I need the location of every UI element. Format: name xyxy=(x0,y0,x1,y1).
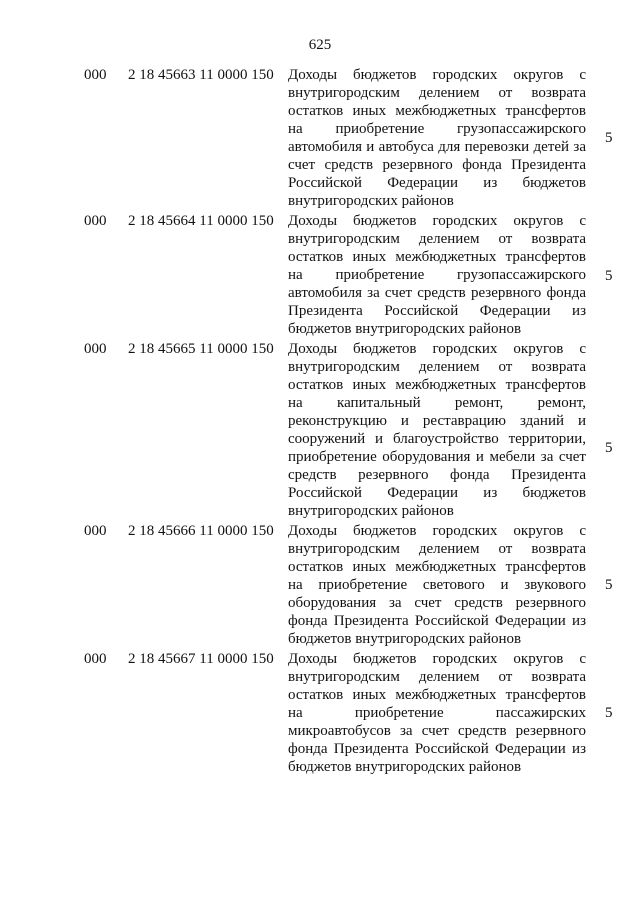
page-number: 625 xyxy=(308,37,332,53)
revenue-code-table xyxy=(0,66,640,778)
norm-value: 5 xyxy=(605,705,613,721)
admin-code: 000 xyxy=(84,523,107,539)
budget-classification-code: 2 18 45665 11 0000 150 xyxy=(128,341,274,357)
table-row xyxy=(0,212,640,338)
budget-classification-code: 2 18 45666 11 0000 150 xyxy=(128,523,274,539)
table-row xyxy=(0,650,640,776)
norm-value: 5 xyxy=(605,577,613,593)
table-row xyxy=(0,522,640,648)
admin-code: 000 xyxy=(84,341,107,357)
norm-value: 5 xyxy=(605,268,613,284)
budget-classification-code: 2 18 45664 11 0000 150 xyxy=(128,213,274,229)
norm-value: 5 xyxy=(605,440,613,456)
norm-value: 5 xyxy=(605,130,613,146)
revenue-description: Доходы бюджетов городских округов с внутригородским делением от возврата остатков иных межбюджетных трансфертов на приобретение светового и звукового оборудования за счет средств резервного фонда Президента Российской Федерации из бюджетов внутригородских районов xyxy=(288,523,586,647)
budget-classification-code: 2 18 45663 11 0000 150 xyxy=(128,67,274,83)
revenue-description: Доходы бюджетов городских округов с внутригородским делением от возврата остатков иных межбюджетных трансфертов на приобретение грузопассажирского автомобиля и автобуса для перевозки детей за счет средств резервного фонда Президента Российской Федерации из бюджетов внутригородских районов xyxy=(288,67,586,209)
revenue-description: Доходы бюджетов городских округов с внутригородским делением от возврата остатков иных межбюджетных трансфертов на приобретение грузопассажирского автомобиля за счет средств резервного фонда Президента Российской Федерации из бюджетов внутригородских районов xyxy=(288,213,586,337)
table-row xyxy=(0,340,640,520)
revenue-description: Доходы бюджетов городских округов с внутригородским делением от возврата остатков иных межбюджетных трансфертов на приобретение пассажирских микроавтобусов за счет средств резервного фонда Президента Российской Федерации из бюджетов внутригородских районов xyxy=(288,651,586,775)
revenue-description: Доходы бюджетов городских округов с внутригородским делением от возврата остатков иных межбюджетных трансфертов на капитальный ремонт, ремонт, реконструкцию и реставрацию зданий и сооружений и благоустройство территории, приобретение оборудования и мебели за счет средств резервного фонда Президента Российской Федерации из бюджетов внутригородских районов xyxy=(288,341,586,519)
budget-classification-code: 2 18 45667 11 0000 150 xyxy=(128,651,274,667)
admin-code: 000 xyxy=(84,651,107,667)
admin-code: 000 xyxy=(84,213,107,229)
admin-code: 000 xyxy=(84,67,107,83)
table-row xyxy=(0,66,640,210)
